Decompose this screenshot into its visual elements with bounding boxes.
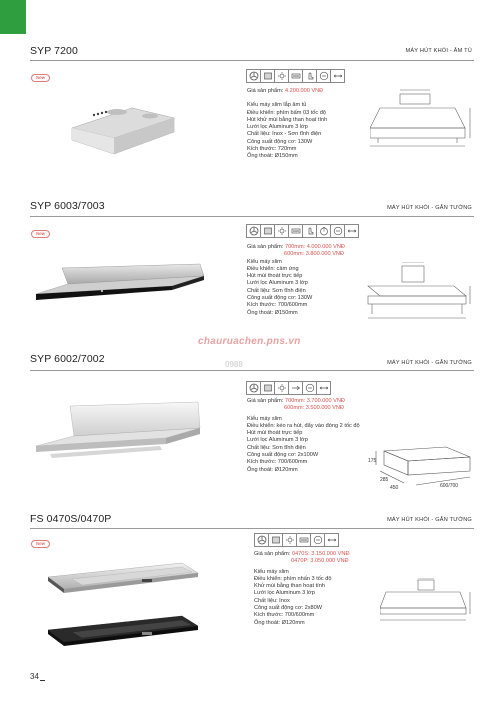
spec-line: Công suất động cơ: 130W (247, 138, 313, 145)
product-image-inox (42, 555, 202, 615)
price: 600mm: 3.500.000 VNĐ (284, 405, 345, 412)
filter-icon (268, 533, 283, 547)
feature-icon-row (246, 381, 330, 395)
size-icon (330, 69, 345, 83)
price: 0470S: 3.150.000 VNĐ (291, 551, 350, 557)
spec-line: Ống thoát: Ø150mm (247, 309, 298, 316)
spec-line: Kích thước: 700/600mm (247, 302, 308, 309)
feature-icon-row (246, 224, 358, 238)
spec-line: Ống thoát: Ø120mm (254, 619, 305, 626)
spec-line: Kích thước: 720mm (247, 146, 297, 153)
size-icon (316, 381, 331, 395)
fan-icon (246, 69, 261, 83)
product-image (30, 400, 205, 470)
product-category: MÁY HÚT KHÓI - GẮN TƯỜNG (387, 205, 472, 211)
product-image (62, 88, 182, 168)
filter-icon (260, 69, 275, 83)
spec-line: Kiểu máy slim (254, 568, 289, 575)
spec-line: Ống thoát: Ø150mm (247, 153, 298, 160)
price: 600mm: 3.800.000 VNĐ (284, 251, 345, 258)
price-line: Giá sản phẩm: 700mm: 3.700.000 VNĐ (247, 398, 345, 404)
spec-line: Công suất động cơ: 2x80W (254, 605, 323, 612)
spec-line: Chất liệu: Sơn tĩnh điện (247, 287, 306, 294)
spec-line: Khử mùi bằng than hoạt tính (254, 583, 325, 590)
spec-line: Công suất động cơ: 130W (247, 295, 313, 302)
section-divider (30, 60, 474, 61)
spec-line: Chất liệu: Sơn tĩnh điện (247, 444, 306, 451)
price: 700mm: 4.000.000 VNĐ (284, 244, 345, 250)
dimension-diagram (362, 262, 477, 334)
spec-line: Công suất động cơ: 2x100W (247, 452, 319, 459)
light-icon (274, 224, 289, 238)
page-corner-tab (0, 0, 26, 34)
spec-line: Kích thước: 700/600mm (254, 612, 315, 619)
spec-line: Hút khử mùi bằng than hoạt tính (247, 116, 328, 123)
light-icon (274, 381, 289, 395)
spec-line: Lưới lọc Aluminum 3 lớp (247, 280, 308, 287)
size-icon (344, 224, 359, 238)
product-model: SYP 7200 (30, 45, 78, 57)
motor-power-icon (310, 533, 325, 547)
section-divider (30, 216, 474, 217)
product-specs (247, 88, 327, 161)
spec-line: Điều khiển: cảm ứng (247, 265, 299, 272)
filter-icon (260, 224, 275, 238)
motor-power-icon (302, 381, 317, 395)
spec-line: Lưới lọc Aluminum 3 lớp (254, 590, 315, 597)
light-icon (274, 69, 289, 83)
product-model: FS 0470S/0470P (30, 513, 112, 525)
dimension-diagram (366, 445, 476, 495)
product-model: SYP 6002/7002 (30, 353, 105, 365)
spec-line: Chất liệu: Inox - Sơn tĩnh điện (247, 131, 322, 138)
section-divider (30, 528, 474, 529)
spec-line: Kiểu máy slim (247, 415, 282, 422)
new-badge: New (31, 74, 50, 82)
fan-icon (246, 224, 261, 238)
spec-line: Điều khiển: phím bấm 03 tốc độ (247, 109, 326, 116)
page-number: 34 (30, 672, 39, 681)
product-category: MÁY HÚT KHÓI - ÂM TỦ (405, 48, 472, 54)
dim-label: 600/700 (440, 483, 459, 489)
spec-line: Hút mùi thoát trực tiếp (247, 430, 303, 437)
product-category: MÁY HÚT KHÓI - GẮN TƯỜNG (387, 517, 472, 523)
fan-icon (246, 381, 261, 395)
watermark: chauruachen.pns.vn (198, 336, 301, 347)
spec-line: Lưới lọc Aluminum 3 lớp (247, 437, 308, 444)
product-specs (247, 398, 360, 474)
price: 4.200.000 VNĐ (284, 88, 324, 94)
product-image-black (42, 608, 202, 668)
price: 0470P: 3.050.000 VNĐ (291, 558, 349, 565)
button-control-icon (288, 224, 303, 238)
button-control-icon (296, 533, 311, 547)
light-icon (282, 533, 297, 547)
size-icon (324, 533, 339, 547)
spec-line: Kiểu máy slim (247, 258, 282, 265)
spec-line: Ống thoát: Ø120mm (247, 466, 298, 473)
price-line: Giá sản phẩm: 4.200.000 VNĐ (247, 88, 324, 94)
feature-icon-row (254, 533, 338, 547)
dim-label: 285 (380, 477, 389, 483)
spec-line: Kích thước: 700/600mm (247, 459, 308, 466)
timer-icon (316, 224, 331, 238)
spec-line: Hút mùi thoát trực tiếp (247, 273, 303, 280)
button-control-icon (288, 69, 303, 83)
price-line: Giá sản phẩm: 0470S: 3.150.000 VNĐ (254, 551, 350, 557)
touch-control-icon (302, 69, 317, 83)
spec-line: Điều khiển: phím nhấn 3 tốc độ (254, 575, 332, 582)
motor-power-icon (316, 69, 331, 83)
dim-label: 450 (390, 485, 399, 491)
new-badge: New (31, 540, 50, 548)
price: 700mm: 3.700.000 VNĐ (284, 398, 345, 404)
product-category: MÁY HÚT KHÓI - GẮN TƯỜNG (387, 360, 472, 366)
motor-power-icon (330, 224, 345, 238)
page-number-underline (40, 680, 45, 681)
dimension-diagram (370, 88, 480, 158)
product-specs (254, 551, 350, 627)
product-model: SYP 6003/7003 (30, 200, 105, 212)
feature-icon-row (246, 69, 344, 83)
filter-icon (260, 381, 275, 395)
product-image (32, 260, 207, 310)
dim-label: 175 (368, 458, 377, 464)
fan-icon (254, 533, 269, 547)
spec-line: Chất liệu: Inox (254, 597, 290, 604)
section-divider (30, 370, 474, 371)
price-line: Giá sản phẩm: 700mm: 4.000.000 VNĐ (247, 244, 345, 250)
spec-line: Lưới lọc Aluminum 3 lớp (247, 124, 308, 131)
product-specs (247, 244, 345, 317)
slide-control-icon (288, 381, 303, 395)
watermark-phone: 0988 (225, 360, 243, 369)
spec-line: Kiểu máy slim lắp âm tủ (247, 102, 307, 109)
new-badge: New (31, 230, 50, 238)
spec-line: Điều khiển: kéo ra hút, đẩy vào đóng 2 tốc độ (247, 422, 360, 429)
dimension-diagram (380, 578, 475, 633)
touch-control-icon (302, 224, 317, 238)
